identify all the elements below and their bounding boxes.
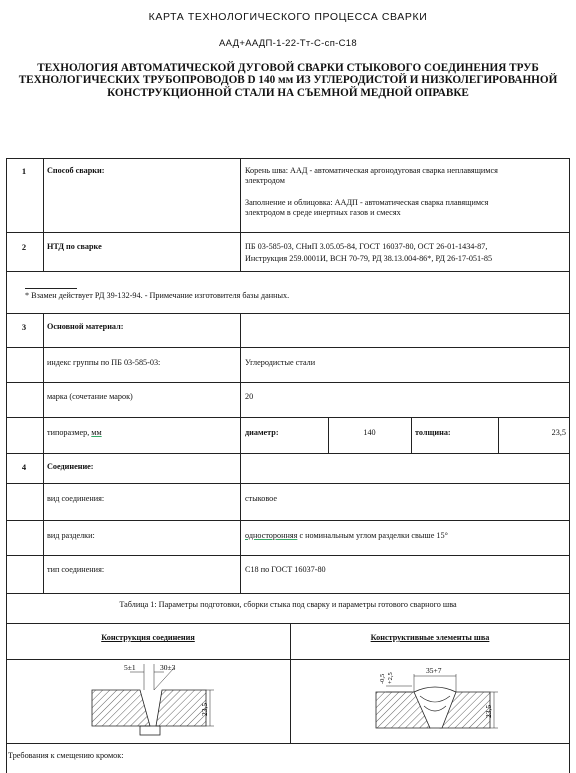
- joint-design-header: Конструкция соединения: [101, 633, 195, 642]
- thickness-value: 23,5: [551, 428, 566, 437]
- section-2-number: 2: [21, 242, 27, 252]
- steel-grade-value: 20: [245, 392, 254, 401]
- thickness-dimension-2: 23,5: [484, 704, 493, 718]
- welding-method-label: Способ сварки:: [47, 166, 105, 175]
- weld-elements-drawing: [372, 662, 502, 742]
- footnote: * Взамен действует РД 39-132-94. - Примечание изготовителя базы данных.: [25, 291, 290, 300]
- root-line-2: электродом: [245, 176, 285, 185]
- groove-type-angle: с номинальным углом разделки свыше 15°: [297, 531, 448, 540]
- joint-design-drawing: [88, 662, 218, 742]
- fill-pass-description: [245, 198, 563, 218]
- base-material-label: Основной материал:: [47, 322, 124, 331]
- gap-dimension: 5±1: [124, 663, 136, 672]
- misalignment-requirements-label: Требования к смещению кромок:: [8, 751, 124, 760]
- pipe-size-label-text: типоразмер,: [47, 428, 92, 437]
- joint-label: Соединение:: [47, 462, 94, 471]
- ntd-line-2: Инструкция 259.0001И, ВСН 70-79, РД 38.13.004-86*, РД 26-17-051-85: [245, 254, 493, 263]
- bead-width-dimension: 35+7: [426, 666, 442, 675]
- joint-type-label: тип соединения:: [47, 565, 105, 574]
- joint-kind-label: вид соединения:: [47, 494, 105, 503]
- angle-dimension: 30±3: [160, 663, 176, 672]
- joint-kind-value: стыковое: [245, 494, 278, 503]
- technology-title: ТЕХНОЛОГИЯ АВТОМАТИЧЕСКОЙ ДУГОВОЙ СВАРКИ СТЫКОВОГО СОЕДИНЕНИЯ ТРУБ ТЕХНОЛОГИЧЕСКИХ ТРУБОПРОВОДОВ D 140 мм ИЗ УГЛЕРОДИСТОЙ И НИЗКОЛЕГИРОВАННОЙ КОНСТРУКЦИОННОЙ СТАЛИ НА СЪЕМНОЙ МЕДНОЙ ОПРАВКЕ: [18, 62, 558, 99]
- groove-type-label: вид разделки:: [47, 531, 95, 540]
- section-1-number: 1: [21, 166, 27, 176]
- reinforcement-dimension-a: -0,5: [379, 673, 386, 684]
- card-title: КАРТА ТЕХНОЛОГИЧЕСКОГО ПРОЦЕССА СВАРКИ: [148, 11, 428, 23]
- diameter-label: диаметр:: [245, 428, 279, 437]
- fill-line-1: Заполнение и облицовка: ААДП - автоматическая сварка плавящимся: [245, 198, 489, 207]
- joint-type-value: С18 по ГОСТ 16037-80: [245, 565, 326, 574]
- group-index-value: Углеродистые стали: [245, 358, 316, 367]
- ntd-label: НТД по сварке: [47, 242, 102, 251]
- groove-type-one-sided: односторонняя: [245, 531, 298, 540]
- weld-elements-header: Конструктивные элементы шва: [370, 633, 490, 642]
- groove-type-value: [245, 531, 448, 541]
- section-3-number: 3: [21, 322, 27, 332]
- ntd-line-1: ПБ 03-585-03, СНиП 3.05.05-84, ГОСТ 16037-80, ОСТ 26-01-1434-87,: [245, 242, 488, 251]
- section-4-number: 4: [21, 462, 27, 472]
- pipe-size-unit: мм: [91, 428, 102, 437]
- diameter-value: 140: [363, 428, 376, 437]
- thickness-dimension: 23,5: [200, 702, 209, 716]
- card-code: ААД+ААДП-1-22-Тт-С-сп-С18: [219, 38, 357, 49]
- reinforcement-dimension-b: +2,5: [387, 672, 394, 684]
- table-1-caption: Таблица 1: Параметры подготовки, сборки стыка под сварку и параметры готового сварного шва: [119, 600, 457, 609]
- fill-line-2: электродом в среде инертных газов и смесях: [245, 208, 401, 217]
- root-line-1: Корень шва: ААД - автоматическая аргонодуговая сварка неплавящимся: [245, 166, 498, 175]
- thickness-label: толщина:: [415, 428, 451, 437]
- steel-grade-label: марка (сочетание марок): [47, 392, 133, 401]
- pipe-size-label: [47, 428, 102, 438]
- group-index-label: индекс группы по ПБ 03-585-03:: [47, 358, 161, 367]
- root-pass-description: [245, 166, 563, 186]
